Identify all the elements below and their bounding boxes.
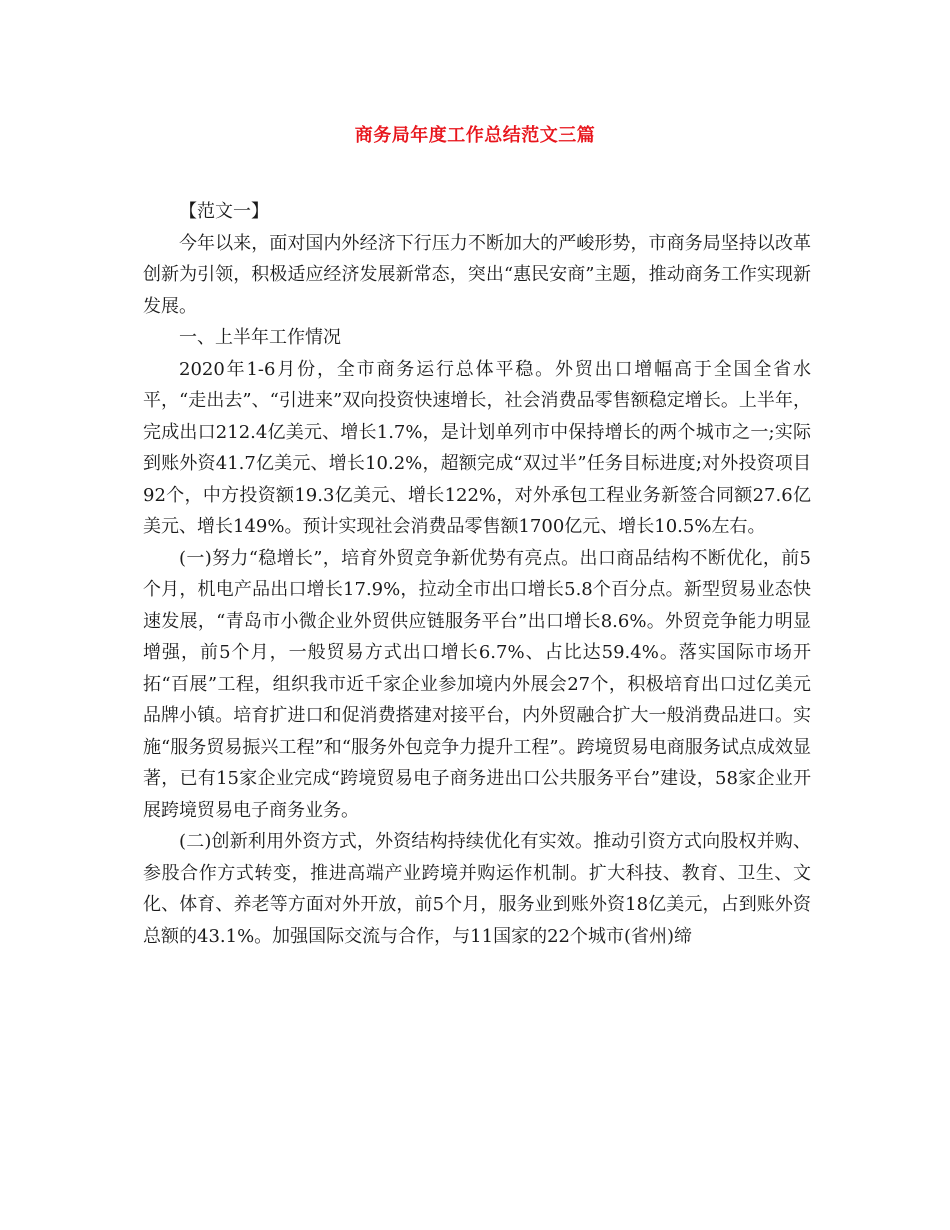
- document-title: 商务局年度工作总结范文三篇: [354, 125, 596, 146]
- section-heading-fanwen-1: 【范文一】: [179, 201, 269, 222]
- section-heading-first-half: 一、上半年工作情况: [179, 327, 341, 348]
- intro-paragraph: 今年以来，面对国内外经济下行压力不断加大的严峻形势，市商务局坚持以改革创新为引领，积极适应经济发展新常态，突出“惠民安商”主题，推动商务工作实现新发展。: [143, 232, 811, 317]
- trade-paragraph: (一)努力“稳增长”，培育外贸竞争新优势有亮点。出口商品结构不断优化，前5个月，机电产品出口增长17.9%，拉动全市出口增长5.8个百分点。新型贸易业态快速发展，“青岛市小微企业外贸供应链服务平台”出口增长8.6%。外贸竞争能力明显增强，前5个月，一般贸易方式出口增长6.7%、占比达59.4%。落实国际市场开拓“百展”工程，组织我市近千家企业参加境内外展会27个，积极培育出口过亿美元品牌小镇。培育扩进口和促消费搭建对接平台，内外贸融合扩大一般消费品进口。实施“服务贸易振兴工程”和“服务外包竞争力提升工程”。跨境贸易电商服务试点成效显著，已有15家企业完成“跨境贸易电子商务进出口公共服务平台”建设，58家企业开展跨境贸易电子商务业务。: [143, 547, 811, 821]
- overview-paragraph: 2020年1-6月份，全市商务运行总体平稳。外贸出口增幅高于全国全省水平，“走出去”、“引进来”双向投资快速增长，社会消费品零售额稳定增长。上半年，完成出口212.4亿美元、增长1.7%，是计划单列市中保持增长的两个城市之一;实际到账外资41.7亿美元、增长10.2%，超额完成“双过半”任务目标进度;对外投资项目92个，中方投资额19.3亿美元、增长122%，对外承包工程业务新签合同额27.6亿美元、增长149%。预计实现社会消费品零售额1700亿元、增长10.5%左右。: [143, 358, 811, 537]
- document-body: [143, 196, 811, 952]
- foreign-investment-paragraph: (二)创新利用外资方式，外资结构持续优化有实效。推动引资方式向股权并购、参股合作方式转变，推进高端产业跨境并购运作机制。扩大科技、教育、卫生、文化、体育、养老等方面对外开放，前5个月，服务业到账外资18亿美元，占到账外资总额的43.1%。加强国际交流与合作，与11国家的22个城市(省州)缔: [143, 831, 811, 947]
